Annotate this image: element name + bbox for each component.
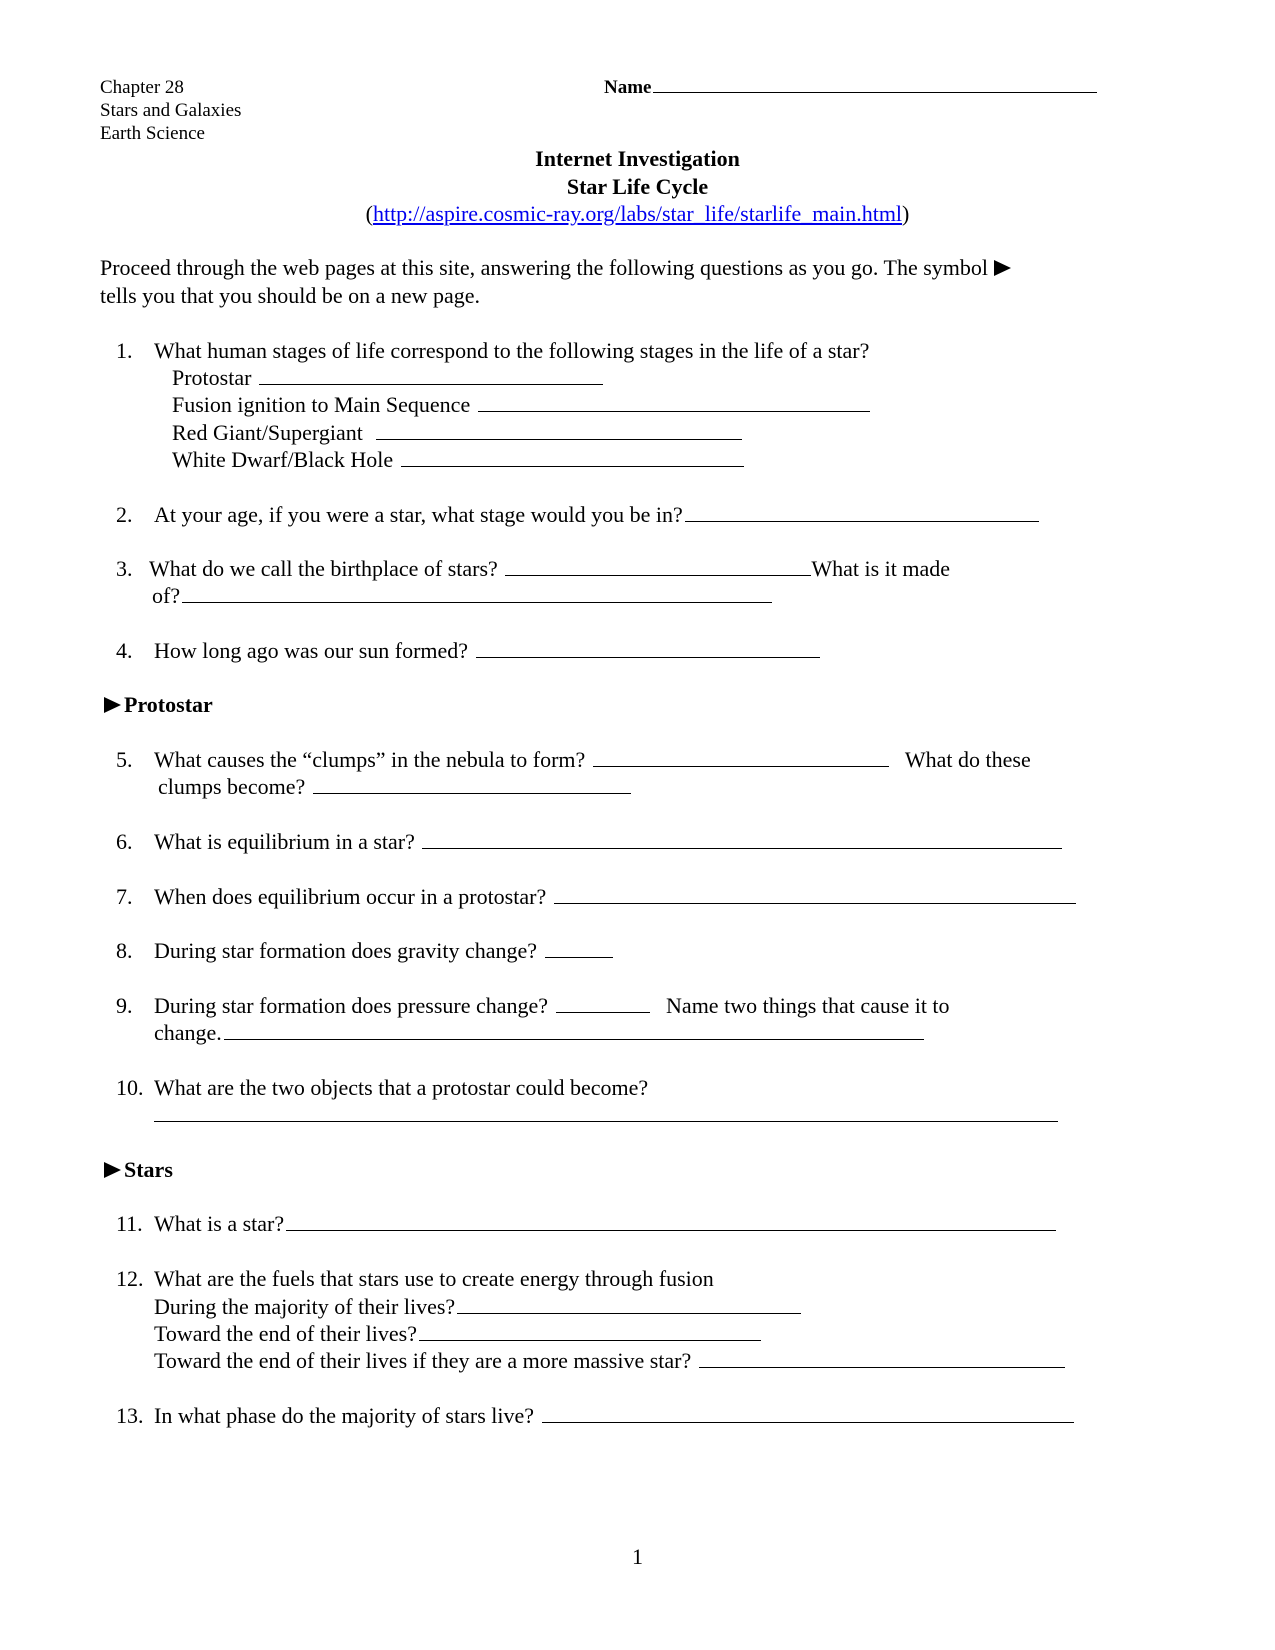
answer-blank[interactable] [685,520,1039,522]
answer-blank[interactable] [593,765,889,767]
answer-blank[interactable] [554,902,1076,904]
source-url-link[interactable]: http://aspire.cosmic-ray.org/labs/star_life/starlife_main.html [372,201,903,226]
answer-blank[interactable] [699,1366,1065,1368]
answer-blank[interactable] [505,574,811,576]
question-5: 5. What causes the “clumps” in the nebula to form? What do these [116,747,1031,772]
answer-blank[interactable] [401,465,744,467]
q1-white-dwarf: White Dwarf/Black Hole [172,449,744,471]
right-triangle-icon [104,697,121,713]
answer-blank[interactable] [313,792,631,794]
answer-blank[interactable] [556,1011,650,1013]
chapter-label: Chapter 28 [100,77,184,98]
answer-blank[interactable] [154,1120,1058,1122]
name-label: Name [604,77,652,98]
unit-label: Stars and Galaxies [100,100,242,121]
question-3: 3. What do we call the birthplace of stars? What is it made [116,556,950,581]
question-3-cont: of? [152,585,772,607]
question-10-answer [152,1104,1058,1126]
q1-main-sequence: Fusion ignition to Main Sequence [172,394,870,416]
question-5-cont: clumps become? [158,776,631,798]
question-1: 1. What human stages of life correspond to the following stages in the life of a star? [116,338,870,363]
question-13: 13. In what phase do the majority of stars live? [116,1405,1074,1427]
answer-blank[interactable] [259,383,603,385]
question-12: 12. What are the fuels that stars use to create energy through fusion [116,1266,714,1291]
answer-blank[interactable] [376,438,742,440]
question-8: 8. During star formation does gravity change? [116,940,613,962]
answer-blank[interactable] [422,847,1062,849]
q12-massive: Toward the end of their lives if they are a more massive star? [154,1350,1065,1372]
question-4: 4. How long ago was our sun formed? [116,640,820,662]
page-number: 1 [632,1544,643,1569]
question-9-cont: change. [154,1022,924,1044]
answer-blank[interactable] [476,656,820,658]
answer-blank[interactable] [286,1229,1056,1231]
q12-end: Toward the end of their lives? [154,1323,761,1345]
right-triangle-icon [994,260,1011,276]
source-url-line: (http://aspire.cosmic-ray.org/labs/star_life/starlife_main.html) [365,201,910,226]
intro-line-1: Proceed through the web pages at this site, answering the following questions as you go. The symbol [100,257,1014,279]
course-label: Earth Science [100,123,205,144]
q1-protostar: Protostar [172,367,603,389]
answer-blank[interactable] [542,1421,1074,1423]
q12-majority: During the majority of their lives? [154,1296,801,1318]
question-11: 11. What is a star? [116,1213,1056,1235]
answer-blank[interactable] [545,956,613,958]
title-line-1: Internet Investigation [535,146,740,171]
answer-blank[interactable] [419,1339,761,1341]
answer-blank[interactable] [224,1038,924,1040]
intro-line-2: tells you that you should be on a new page. [100,283,481,308]
answer-blank[interactable] [457,1312,801,1314]
answer-blank[interactable] [478,410,870,412]
question-6: 6. What is equilibrium in a star? [116,831,1062,853]
name-blank[interactable] [653,91,1097,93]
answer-blank[interactable] [182,601,772,603]
section-stars: Stars [104,1159,173,1181]
title-line-2: Star Life Cycle [566,174,709,199]
right-triangle-icon [104,1162,121,1178]
question-9: 9. During star formation does pressure change? Name two things that cause it to [116,993,950,1018]
q1-red-giant: Red Giant/Supergiant [172,422,742,444]
name-field[interactable] [604,78,1097,97]
question-2: 2. At your age, if you were a star, what stage would you be in? [116,504,1039,526]
section-protostar: Protostar [104,694,213,716]
question-7: 7. When does equilibrium occur in a protostar? [116,886,1076,908]
question-10: 10. What are the two objects that a protostar could become? [116,1075,649,1100]
